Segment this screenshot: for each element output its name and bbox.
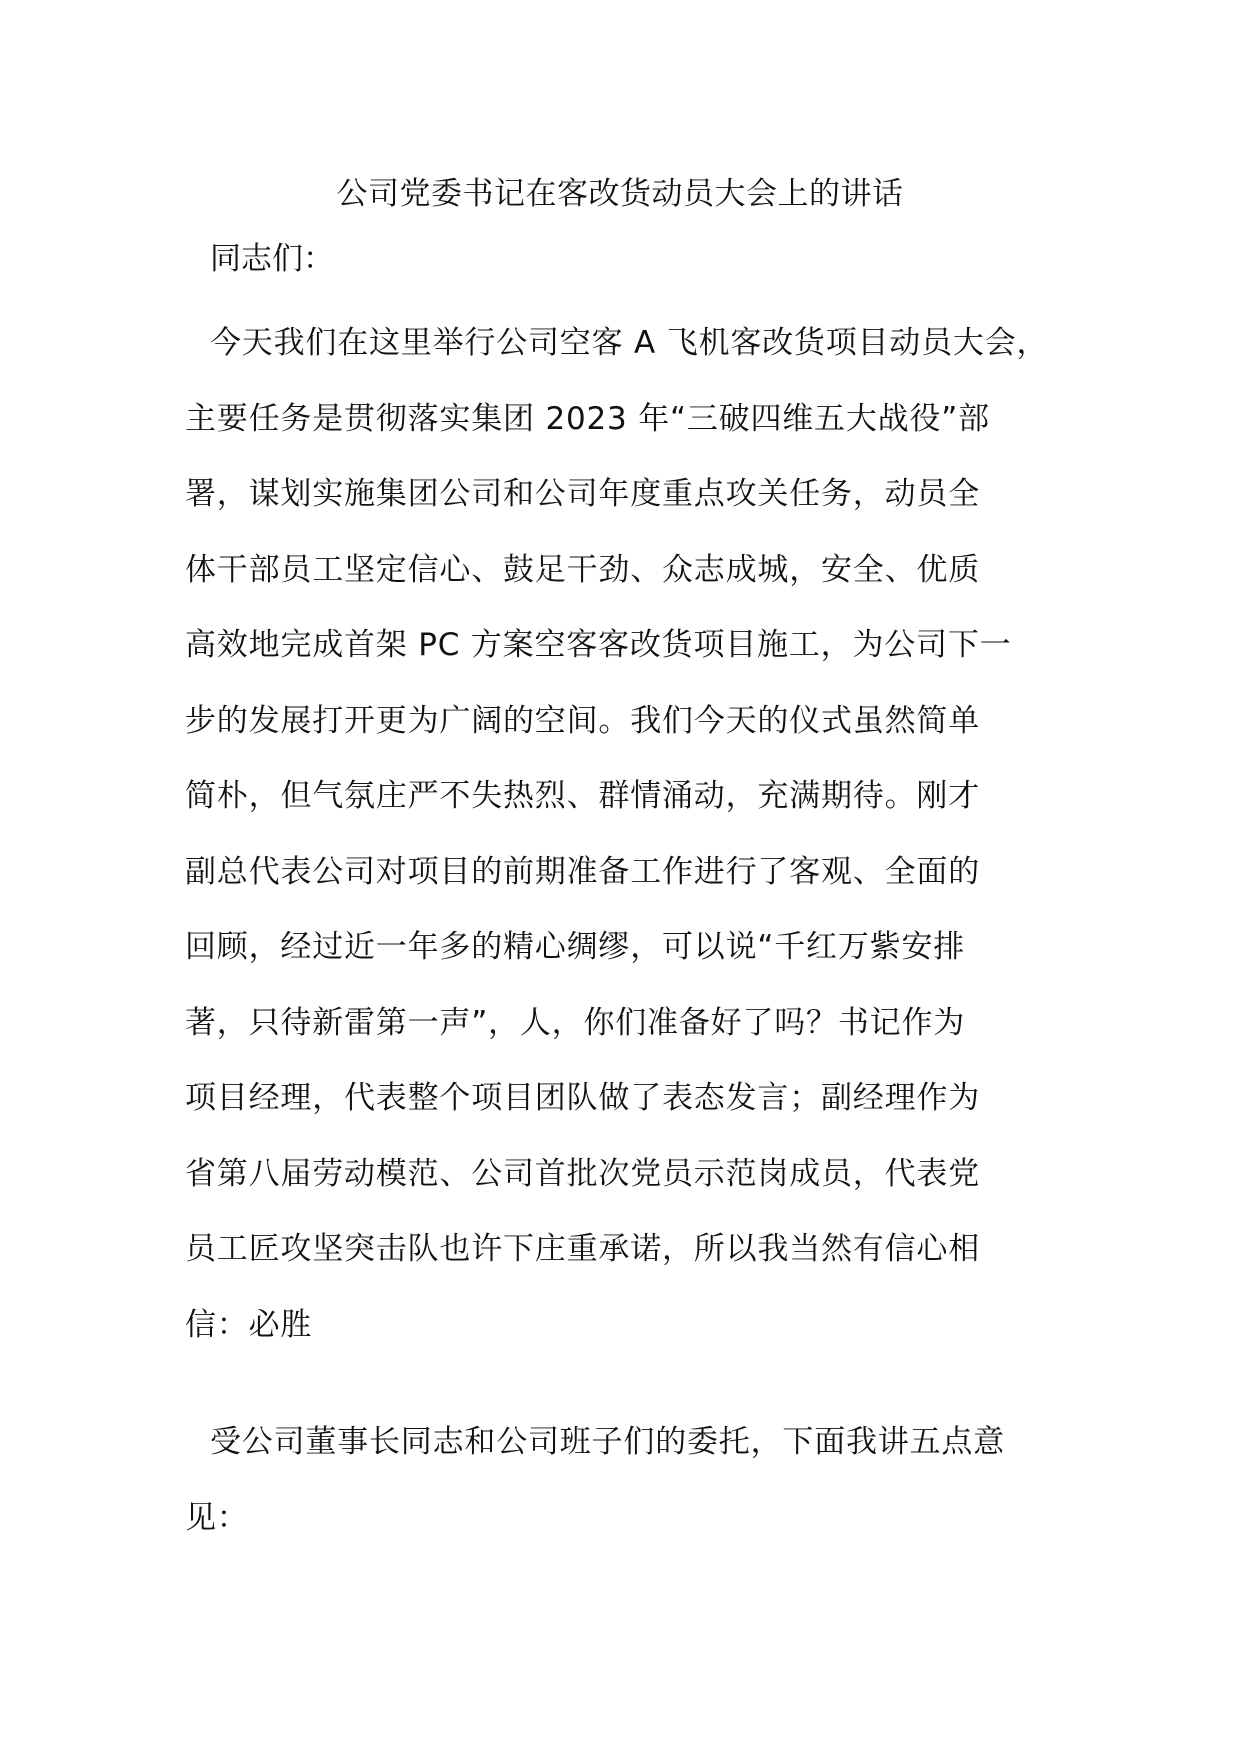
paragraph-line: 著，只待新雷第一声”，人，你们准备好了吗？书记作为 <box>185 1004 966 1041</box>
paragraph-line: 体干部员工坚定信心、鼓足干劲、众志成城，安全、优质 <box>185 551 980 588</box>
paragraph-line: 副总代表公司对项目的前期准备工作进行了客观、全面的 <box>185 853 980 890</box>
paragraph-line: 项目经理，代表整个项目团队做了表态发言；副经理作为 <box>185 1080 980 1116</box>
paragraph-line: 回顾，经过近一年多的精心绸缪，可以说“千红万紫安排 <box>185 929 966 965</box>
paragraph-line: 主要任务是贯彻落实集团 2023 年“三破四维五大战役”部 <box>185 400 990 437</box>
paragraph-line: 步的发展打开更为广阔的空间。我们今天的仪式虽然简单 <box>185 702 980 739</box>
paragraph-line: 受公司董事长同志和公司班子们的委托，下面我讲五点意 <box>210 1424 1005 1460</box>
paragraph-line: 署，谋划实施集团公司和公司年度重点攻关任务，动员全 <box>185 476 980 512</box>
salutation: 同志们： <box>210 241 334 277</box>
paragraph-line: 见： <box>185 1499 249 1536</box>
paragraph-1 <box>185 321 1085 1378</box>
paragraph-line: 省第八届劳动模范、公司首批次党员示范岗成员，代表党 <box>185 1155 980 1192</box>
paragraph-line: 员工匠攻坚突击队也许下庄重承诺，所以我当然有信心相 <box>185 1231 980 1267</box>
paragraph-line: 今天我们在这里举行公司空客 A 飞机客改货项目动员大会， <box>210 325 1049 361</box>
paragraph-line: 信：必胜 <box>185 1306 313 1343</box>
document-title: 公司党委书记在客改货动员大会上的讲话 <box>336 176 904 212</box>
paragraph-line: 高效地完成首架 PC 方案空客客改货项目施工，为公司下一 <box>185 627 1012 663</box>
paragraph-line: 简朴，但气氛庄严不失热烈、群情涌动，充满期待。刚才 <box>185 778 980 814</box>
paragraph-2 <box>185 1420 1085 1571</box>
